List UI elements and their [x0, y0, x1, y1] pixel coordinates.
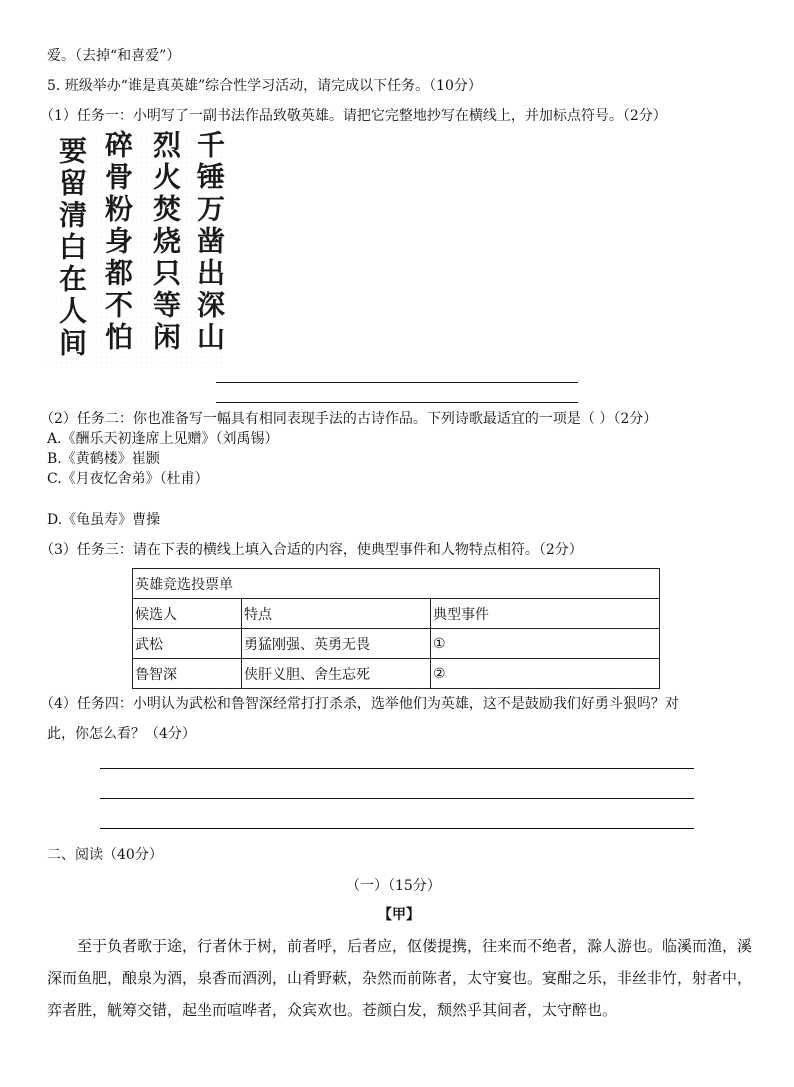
- section-2-heading: 二、阅读（40分）: [47, 847, 163, 863]
- table-row: [133, 629, 660, 659]
- answer-line-task4-c[interactable]: [100, 828, 694, 829]
- candidate-cell: 鲁智深: [133, 659, 242, 689]
- candidate-cell: 武松: [133, 629, 242, 659]
- table-row: [133, 659, 660, 689]
- vote-table-header-event: 典型事件: [431, 599, 660, 629]
- calligraphy-column-1: 千锤万凿出深山: [193, 130, 226, 354]
- trait-cell: 勇猛刚强、英勇无畏: [242, 629, 431, 659]
- trait-cell: 侠肝义胆、舍生忘死: [242, 659, 431, 689]
- calligraphy-column-2: 烈火焚烧只等闲: [149, 130, 182, 354]
- event-blank-1[interactable]: ①: [431, 629, 660, 659]
- answer-line-task4-b[interactable]: [100, 798, 694, 799]
- option-a[interactable]: A.《酬乐天初逢席上见赠》（刘禹锡）: [47, 431, 279, 447]
- vote-table-title: 英雄竞选投票单: [133, 569, 660, 599]
- option-c[interactable]: C.《月夜忆舍弟》（杜甫）: [47, 471, 209, 487]
- event-blank-2[interactable]: ②: [431, 659, 660, 689]
- passage-jia-text: 至于负者歌于途，行者休于树，前者呼，后者应，伛偻提携，往来而不绝者，滁人游也。临溪而渔，溪深而鱼肥，酿泉为酒，泉香而酒洌，山肴野蔌，杂然而前陈者，太守宴也。宴酣之乐，非丝非竹，射者中，弈者胜，觥筹交错，起坐而喧哗者，众宾欢也。苍颜白发，颓然乎其间者，太守醉也。: [47, 937, 753, 1019]
- question-5-heading: 5. 班级举办“谁是真英雄”综合性学习活动，请完成以下任务。（10分）: [47, 78, 482, 94]
- option-d[interactable]: D.《龟虽寿》曹操: [47, 512, 161, 528]
- task-1-prompt: （1）任务一：小明写了一副书法作品致敬英雄。请把它完整地抄写在横线上，并加标点符号。（2分）: [40, 108, 667, 124]
- task-4-prompt-line2: 此，你怎么看？（4分）: [47, 726, 196, 742]
- answer-line-task1-b[interactable]: [216, 402, 578, 403]
- task-3-prompt: （3）任务三：请在下表的横线上填入合适的内容，使典型事件和人物特点相符。（2分）: [40, 542, 583, 558]
- calligraphy-column-4: 要留清白在人间: [55, 136, 88, 360]
- task-2-prompt: （2）任务二：你也准备写一幅具有相同表现手法的古诗作品。下列诗歌最适宜的一项是（ ）（2分）: [40, 411, 658, 427]
- text-line-1: 爱。（去掉“和喜爱”）: [47, 48, 181, 64]
- vote-table-header-trait: 特点: [242, 599, 431, 629]
- answer-line-task1-a[interactable]: [216, 382, 578, 383]
- calligraphy-column-3: 碎骨粉身都不怕: [101, 130, 134, 354]
- passage-jia-label: 【甲】: [378, 907, 420, 923]
- answer-line-task4-a[interactable]: [100, 768, 694, 769]
- subsection-1-heading: （一）（15分）: [346, 878, 441, 894]
- vote-table: [132, 568, 660, 689]
- task-4-prompt-line1: （4）任务四：小明认为武松和鲁智深经常打打杀杀，选举他们为英雄，这不是鼓励我们好勇斗狠吗？对: [40, 696, 679, 712]
- calligraphy-artwork: [44, 130, 226, 370]
- option-b[interactable]: B.《黄鹤楼》崔颢: [47, 451, 160, 467]
- vote-table-header-candidate: 候选人: [133, 599, 242, 629]
